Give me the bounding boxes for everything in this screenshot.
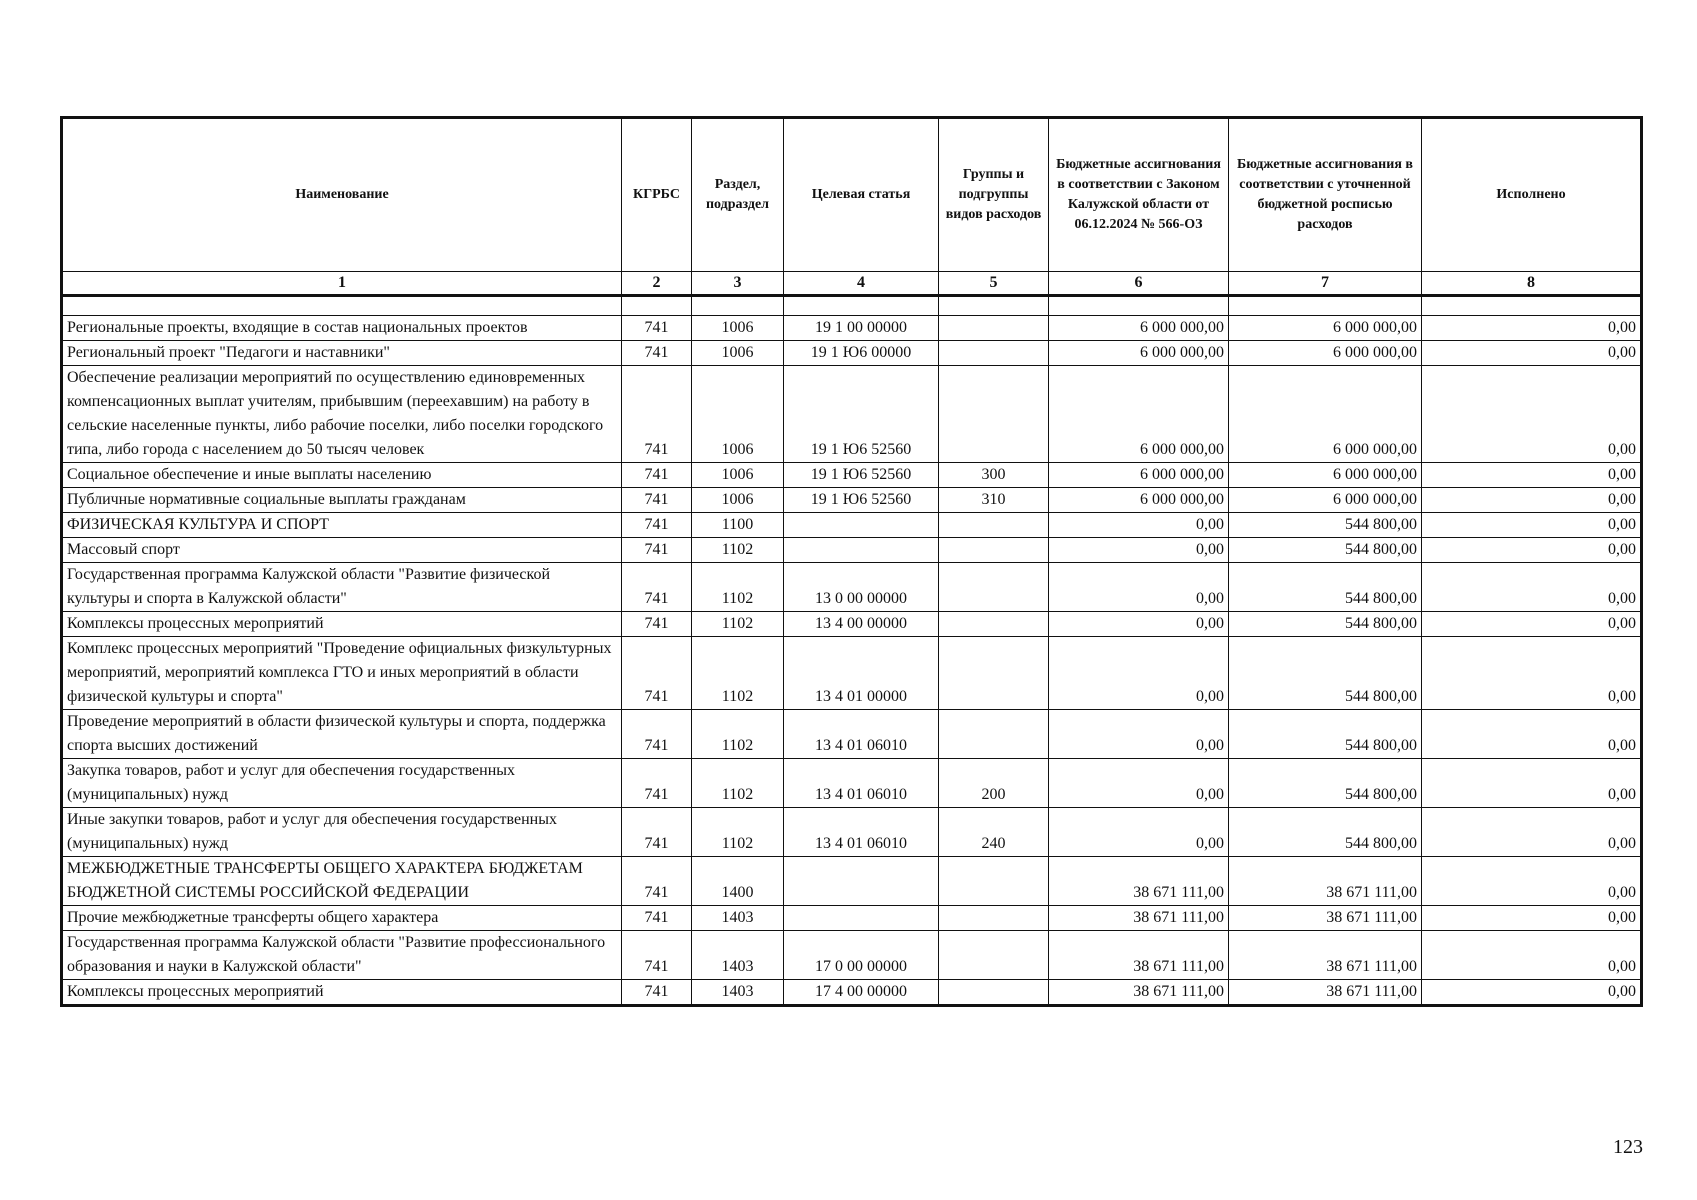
cell-razdel: 1102: [692, 710, 784, 759]
table-row: [62, 612, 1642, 637]
cell-tselevaya: 17 4 00 00000: [784, 980, 939, 1006]
cell-name: Региональные проекты, входящие в состав национальных проектов: [62, 316, 622, 341]
cell-vid: [939, 563, 1049, 612]
cell-done-amount: 0,00: [1422, 513, 1642, 538]
budget-table: [60, 116, 1643, 1007]
cell-done-amount: 0,00: [1422, 463, 1642, 488]
cell-done-amount: 0,00: [1422, 857, 1642, 906]
cell-rospis-amount: 544 800,00: [1229, 759, 1422, 808]
cell-kgrbs: 741: [622, 759, 692, 808]
header-name: Наименование: [62, 118, 622, 272]
column-number: 3: [692, 272, 784, 296]
cell-razdel: 1006: [692, 488, 784, 513]
cell-razdel: 1400: [692, 857, 784, 906]
cell-kgrbs: 741: [622, 637, 692, 710]
cell-name: Публичные нормативные социальные выплаты гражданам: [62, 488, 622, 513]
cell-vid: [939, 341, 1049, 366]
cell-done-amount: 0,00: [1422, 906, 1642, 931]
cell-kgrbs: 741: [622, 931, 692, 980]
table-header: [62, 118, 1642, 296]
cell-razdel: 1102: [692, 538, 784, 563]
cell-kgrbs: 741: [622, 513, 692, 538]
cell-tselevaya: 13 4 01 06010: [784, 759, 939, 808]
cell-vid: [939, 906, 1049, 931]
cell-rospis-amount: 38 671 111,00: [1229, 906, 1422, 931]
cell-tselevaya: 19 1 Ю6 52560: [784, 366, 939, 463]
cell-vid: [939, 857, 1049, 906]
cell-rospis-amount: 544 800,00: [1229, 808, 1422, 857]
cell-law-amount: 0,00: [1049, 808, 1229, 857]
cell-vid: [939, 931, 1049, 980]
cell-razdel: 1006: [692, 316, 784, 341]
cell-razdel: 1403: [692, 931, 784, 980]
cell-vid: 240: [939, 808, 1049, 857]
table-row: [62, 710, 1642, 759]
cell-rospis-amount: 6 000 000,00: [1229, 316, 1422, 341]
table-row: [62, 488, 1642, 513]
cell-law-amount: 38 671 111,00: [1049, 931, 1229, 980]
cell-name: Массовый спорт: [62, 538, 622, 563]
cell-law-amount: 38 671 111,00: [1049, 857, 1229, 906]
cell-done-amount: 0,00: [1422, 931, 1642, 980]
cell-law-amount: 6 000 000,00: [1049, 316, 1229, 341]
cell-razdel: 1102: [692, 759, 784, 808]
cell-razdel: 1403: [692, 906, 784, 931]
cell-rospis-amount: 544 800,00: [1229, 637, 1422, 710]
cell-law-amount: 38 671 111,00: [1049, 980, 1229, 1006]
cell-done-amount: 0,00: [1422, 538, 1642, 563]
table-row: [62, 563, 1642, 612]
cell-vid: [939, 710, 1049, 759]
cell-rospis-amount: 6 000 000,00: [1229, 463, 1422, 488]
cell-razdel: 1100: [692, 513, 784, 538]
cell-razdel: 1403: [692, 980, 784, 1006]
cell-rospis-amount: 38 671 111,00: [1229, 980, 1422, 1006]
cell-done-amount: 0,00: [1422, 808, 1642, 857]
cell-law-amount: 0,00: [1049, 563, 1229, 612]
cell-tselevaya: 19 1 Ю6 52560: [784, 463, 939, 488]
cell-vid: 200: [939, 759, 1049, 808]
cell-vid: [939, 366, 1049, 463]
table-body: [62, 296, 1642, 1006]
cell-name: Проведение мероприятий в области физической культуры и спорта, поддержка спорта высших достижений: [62, 710, 622, 759]
cell-rospis-amount: 38 671 111,00: [1229, 931, 1422, 980]
cell-done-amount: 0,00: [1422, 612, 1642, 637]
cell-name: Государственная программа Калужской области "Развитие профессионального образования и науки в Калужской области": [62, 931, 622, 980]
cell-name: МЕЖБЮДЖЕТНЫЕ ТРАНСФЕРТЫ ОБЩЕГО ХАРАКТЕРА БЮДЖЕТАМ БЮДЖЕТНОЙ СИСТЕМЫ РОССИЙСКОЙ ФЕДЕРАЦИИ: [62, 857, 622, 906]
cell-tselevaya: 19 1 00 00000: [784, 316, 939, 341]
header-kgrbs: КГРБС: [622, 118, 692, 272]
cell-vid: [939, 612, 1049, 637]
cell-rospis-amount: 6 000 000,00: [1229, 366, 1422, 463]
cell-law-amount: 0,00: [1049, 710, 1229, 759]
cell-law-amount: 6 000 000,00: [1049, 366, 1229, 463]
cell-razdel: 1102: [692, 808, 784, 857]
header-tselevaya: Целевая статья: [784, 118, 939, 272]
cell-name: Иные закупки товаров, работ и услуг для обеспечения государственных (муниципальных) нужд: [62, 808, 622, 857]
cell-kgrbs: 741: [622, 857, 692, 906]
cell-name: Обеспечение реализации мероприятий по осуществлению единовременных компенсационных выплат учителям, прибывшим (переехавшим) на работу в сельские населенные пункты, либо рабочие поселки, либо поселки городского типа, либо города с населением до 50 тысяч человек: [62, 366, 622, 463]
table-row: [62, 980, 1642, 1006]
cell-name: Региональный проект "Педагоги и наставники": [62, 341, 622, 366]
cell-done-amount: 0,00: [1422, 341, 1642, 366]
cell-name: Комплексы процессных мероприятий: [62, 980, 622, 1006]
cell-name: Комплекс процессных мероприятий "Проведение официальных физкультурных мероприятий, мероприятий комплекса ГТО и иных мероприятий в области физической культуры и спорта": [62, 637, 622, 710]
table-row: [62, 906, 1642, 931]
cell-tselevaya: [784, 513, 939, 538]
table-row: [62, 637, 1642, 710]
cell-done-amount: 0,00: [1422, 366, 1642, 463]
cell-law-amount: 6 000 000,00: [1049, 463, 1229, 488]
cell-tselevaya: [784, 538, 939, 563]
cell-kgrbs: 741: [622, 488, 692, 513]
header-razdel: Раздел, подраздел: [692, 118, 784, 272]
cell-law-amount: 6 000 000,00: [1049, 341, 1229, 366]
cell-rospis-amount: 38 671 111,00: [1229, 857, 1422, 906]
cell-tselevaya: 13 0 00 00000: [784, 563, 939, 612]
header-row: [62, 118, 1642, 272]
cell-kgrbs: 741: [622, 906, 692, 931]
cell-kgrbs: 741: [622, 316, 692, 341]
table-row: [62, 759, 1642, 808]
cell-kgrbs: 741: [622, 612, 692, 637]
table-row: [62, 513, 1642, 538]
cell-rospis-amount: 544 800,00: [1229, 710, 1422, 759]
cell-tselevaya: 19 1 Ю6 00000: [784, 341, 939, 366]
cell-kgrbs: 741: [622, 710, 692, 759]
cell-rospis-amount: 544 800,00: [1229, 563, 1422, 612]
table-row: [62, 341, 1642, 366]
cell-done-amount: 0,00: [1422, 980, 1642, 1006]
spacer-row: [62, 296, 1642, 316]
cell-vid: [939, 316, 1049, 341]
cell-vid: [939, 538, 1049, 563]
cell-vid: 300: [939, 463, 1049, 488]
cell-vid: [939, 980, 1049, 1006]
cell-name: ФИЗИЧЕСКАЯ КУЛЬТУРА И СПОРТ: [62, 513, 622, 538]
header-rospis: Бюджетные ассигнования в соответствии с уточненной бюджетной росписью расходов: [1229, 118, 1422, 272]
table-row: [62, 857, 1642, 906]
cell-kgrbs: 741: [622, 341, 692, 366]
cell-razdel: 1006: [692, 463, 784, 488]
cell-rospis-amount: 544 800,00: [1229, 538, 1422, 563]
cell-law-amount: 6 000 000,00: [1049, 488, 1229, 513]
cell-rospis-amount: 544 800,00: [1229, 513, 1422, 538]
cell-kgrbs: 741: [622, 538, 692, 563]
cell-tselevaya: 13 4 01 00000: [784, 637, 939, 710]
table-row: [62, 463, 1642, 488]
cell-done-amount: 0,00: [1422, 316, 1642, 341]
cell-rospis-amount: 544 800,00: [1229, 612, 1422, 637]
cell-kgrbs: 741: [622, 366, 692, 463]
column-number: 4: [784, 272, 939, 296]
cell-tselevaya: 13 4 01 06010: [784, 808, 939, 857]
cell-razdel: 1006: [692, 366, 784, 463]
column-number: 6: [1049, 272, 1229, 296]
cell-name: Прочие межбюджетные трансферты общего характера: [62, 906, 622, 931]
column-number-row: [62, 272, 1642, 296]
cell-vid: [939, 637, 1049, 710]
cell-name: Социальное обеспечение и иные выплаты населению: [62, 463, 622, 488]
cell-razdel: 1006: [692, 341, 784, 366]
cell-rospis-amount: 6 000 000,00: [1229, 341, 1422, 366]
table-row: [62, 316, 1642, 341]
column-number: 7: [1229, 272, 1422, 296]
header-law: Бюджетные ассигнования в соответствии с Законом Калужской области от 06.12.2024 № 566-ОЗ: [1049, 118, 1229, 272]
cell-tselevaya: 17 0 00 00000: [784, 931, 939, 980]
cell-law-amount: 0,00: [1049, 759, 1229, 808]
cell-razdel: 1102: [692, 563, 784, 612]
cell-law-amount: 38 671 111,00: [1049, 906, 1229, 931]
cell-name: Комплексы процессных мероприятий: [62, 612, 622, 637]
column-number: 1: [62, 272, 622, 296]
cell-tselevaya: 13 4 00 00000: [784, 612, 939, 637]
cell-tselevaya: 19 1 Ю6 52560: [784, 488, 939, 513]
cell-tselevaya: [784, 857, 939, 906]
cell-done-amount: 0,00: [1422, 637, 1642, 710]
cell-name: Закупка товаров, работ и услуг для обеспечения государственных (муниципальных) нужд: [62, 759, 622, 808]
cell-done-amount: 0,00: [1422, 759, 1642, 808]
cell-rospis-amount: 6 000 000,00: [1229, 488, 1422, 513]
cell-kgrbs: 741: [622, 980, 692, 1006]
table-row: [62, 538, 1642, 563]
header-done: Исполнено: [1422, 118, 1642, 272]
table-row: [62, 808, 1642, 857]
cell-name: Государственная программа Калужской области "Развитие физической культуры и спорта в Калужской области": [62, 563, 622, 612]
cell-done-amount: 0,00: [1422, 563, 1642, 612]
cell-razdel: 1102: [692, 612, 784, 637]
cell-tselevaya: [784, 906, 939, 931]
cell-kgrbs: 741: [622, 463, 692, 488]
cell-vid: 310: [939, 488, 1049, 513]
cell-law-amount: 0,00: [1049, 637, 1229, 710]
page-number: 123: [1613, 1136, 1643, 1158]
column-number: 5: [939, 272, 1049, 296]
cell-tselevaya: 13 4 01 06010: [784, 710, 939, 759]
cell-law-amount: 0,00: [1049, 538, 1229, 563]
cell-razdel: 1102: [692, 637, 784, 710]
cell-done-amount: 0,00: [1422, 710, 1642, 759]
column-number: 8: [1422, 272, 1642, 296]
cell-law-amount: 0,00: [1049, 513, 1229, 538]
cell-done-amount: 0,00: [1422, 488, 1642, 513]
table-row: [62, 366, 1642, 463]
column-number: 2: [622, 272, 692, 296]
header-vid: Группы и подгруппы видов расходов: [939, 118, 1049, 272]
cell-law-amount: 0,00: [1049, 612, 1229, 637]
cell-kgrbs: 741: [622, 563, 692, 612]
cell-kgrbs: 741: [622, 808, 692, 857]
cell-vid: [939, 513, 1049, 538]
table-row: [62, 931, 1642, 980]
